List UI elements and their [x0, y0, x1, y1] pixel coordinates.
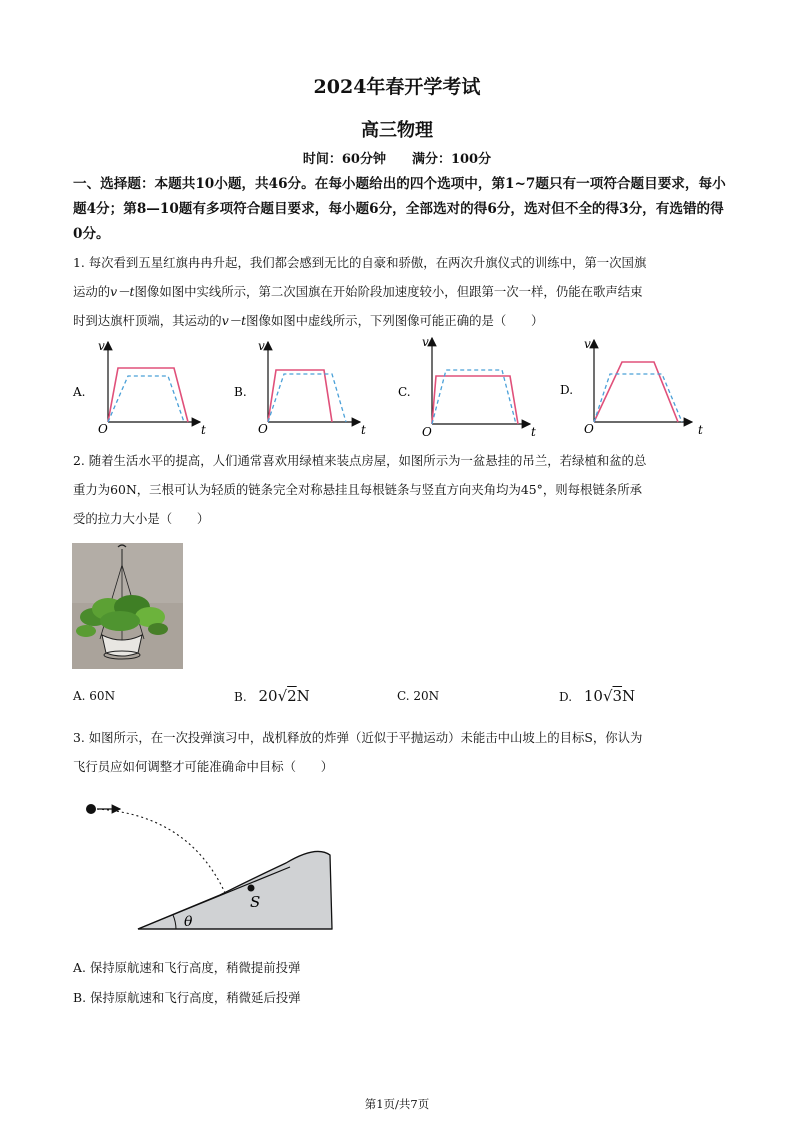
vt-symbol: v－t	[110, 284, 135, 299]
q1-text: 图像如图中虚线所示，下列图像可能正确的是（ ）	[246, 313, 544, 328]
axis-t: t	[361, 423, 366, 437]
q2-option-a: A. 60N	[73, 689, 116, 703]
graph-c	[398, 336, 536, 439]
q1-line-1: 1. 每次看到五星红旗冉冉升起，我们都会感到无比的自豪和骄傲，在两次升旗仪式的训练中，第一次国旗	[73, 255, 647, 270]
q2-option-d-coef: 10	[583, 687, 603, 705]
q1-text: 图像如图中实线所示，第二次国旗在开始阶段加速度较小，但跟第一次一样，仍能在歌声结束	[134, 284, 643, 299]
q1-graphs	[70, 336, 730, 442]
q3-diagram	[80, 795, 340, 935]
option-d-label: D.	[560, 383, 574, 397]
axis-v: v	[584, 337, 591, 351]
vt-symbol: v－t	[221, 313, 247, 328]
graph-b	[234, 339, 366, 437]
question-3	[73, 723, 733, 781]
q2-option-d-radicand: 3	[612, 687, 623, 705]
q1-text: 运动的	[73, 284, 111, 299]
option-c-label: C.	[398, 385, 411, 399]
q2-line-3: 受的拉力大小是（ ）	[73, 511, 210, 526]
q2-line-2: 重力为60N，三根可认为轻质的链条完全对称悬挂且每根链条与竖直方向夹角均为45°，则每根链条所承	[73, 482, 642, 497]
origin: O	[98, 422, 108, 436]
q2-option-d-label: D.	[559, 690, 573, 704]
q1-text: 时到达旗杆顶端，其运动的	[73, 313, 222, 328]
q2-option-b-radicand: 2	[287, 687, 297, 705]
page-footer: 第1页/共7页	[364, 1097, 430, 1111]
axis-v: v	[258, 339, 265, 353]
origin: O	[584, 422, 594, 436]
q2-line-1: 2. 随着生活水平的提高，人们通常喜欢用绿植来装点房屋，如图所示为一盆悬挂的吊兰，若绿植和盆的总	[73, 453, 647, 468]
subject-title: 高三物理	[361, 120, 433, 141]
q2-option-b: B. 20√2N	[234, 687, 310, 705]
q3-line-1: 3. 如图所示，在一次投弹演习中，战机释放的炸弹（近似于平抛运动）未能击中山坡上的目标S，你认为	[73, 730, 643, 745]
option-a-label: A.	[73, 385, 86, 399]
q2-option-b-unit: N	[296, 687, 310, 705]
q1-line-2	[73, 277, 733, 306]
origin: O	[258, 422, 268, 436]
axis-t: t	[201, 423, 206, 437]
axis-v: v	[422, 336, 429, 349]
q2-option-b-label: B.	[234, 690, 247, 704]
theta-label: θ	[184, 914, 193, 930]
origin: O	[422, 425, 432, 439]
section-instructions: 一、选择题：本题共10小题，共46分。在每小题给出的四个选项中，第1~7题只有一项符合题目要求，每小题4分；第8—10题有多项符合题目要求，每小题6分，全部选对的得6分，选对但不全的得3分，有选错的得0分。	[73, 176, 726, 242]
q3-line-2: 飞行员应如何调整才可能准确命中目标（ ）	[73, 759, 334, 774]
q2-option-c: C. 20N	[397, 689, 440, 703]
q2-option-b-coef: 20	[258, 687, 278, 705]
option-b-label: B.	[234, 385, 247, 399]
graph-a	[72, 339, 206, 437]
target-s-label: S	[250, 893, 261, 911]
exam-title: 2024年春开学考试	[313, 76, 481, 98]
bomb-icon	[86, 804, 96, 814]
target-icon	[248, 885, 255, 892]
graph-d	[560, 337, 703, 437]
q2-option-d: D. 10√3N	[559, 687, 636, 705]
q1-line-3	[73, 306, 733, 335]
question-2	[73, 446, 733, 533]
time-score-info: 时间：60分钟 满分：100分	[302, 152, 492, 167]
q3-option-a: A. 保持原航速和飞行高度，稍微提前投弹	[73, 960, 301, 975]
question-1	[73, 248, 733, 335]
q3-option-b: B. 保持原航速和飞行高度，稍微延后投弹	[73, 990, 301, 1005]
axis-v: v	[98, 339, 105, 353]
axis-t: t	[698, 423, 703, 437]
hanging-plant-photo	[72, 543, 183, 669]
q2-option-d-unit: N	[622, 687, 636, 705]
axis-t: t	[531, 425, 536, 439]
